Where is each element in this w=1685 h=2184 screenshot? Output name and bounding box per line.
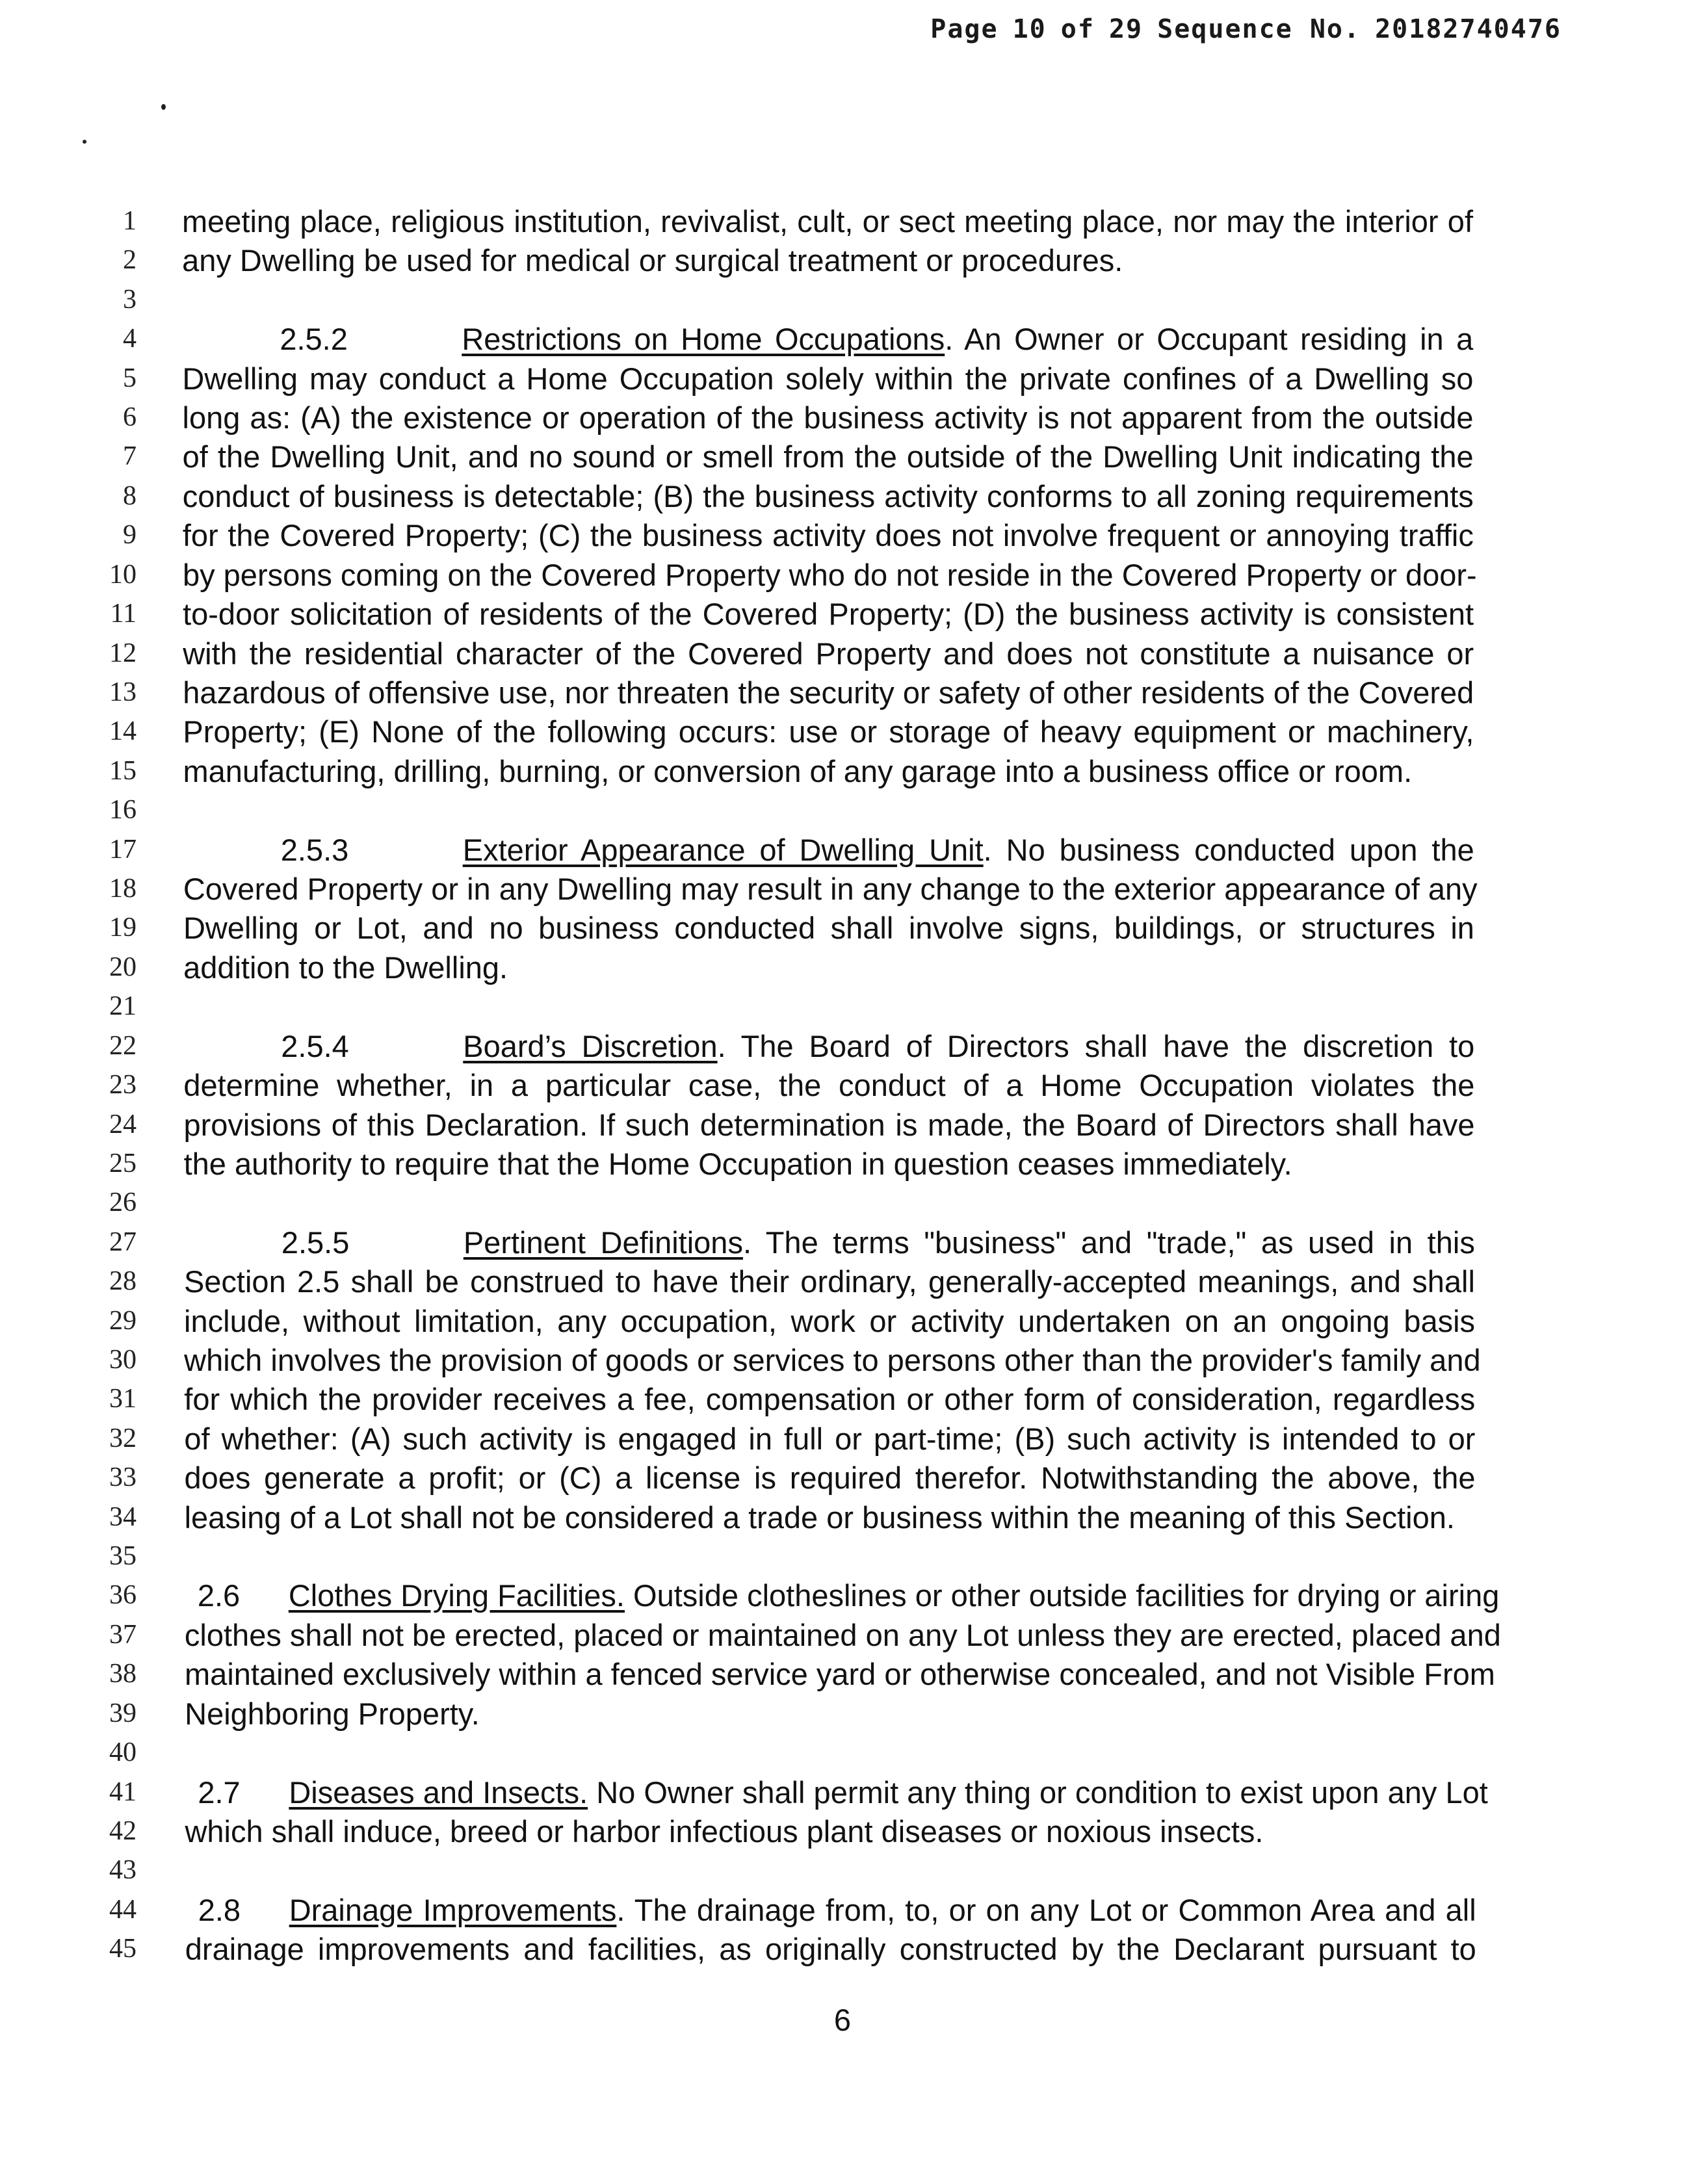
line-number: 40: [109, 1737, 137, 1768]
line-text: any Dwelling be used for medical or surgical treatment or procedures.: [182, 243, 1123, 278]
line-number: 8: [123, 480, 137, 511]
line-number: 29: [109, 1305, 137, 1336]
sequence-label: Sequence No.: [1157, 14, 1361, 44]
document-line: [0, 1026, 1685, 1066]
line-text: [185, 1576, 1500, 1615]
section-text: No Owner shall permit any thing or condition to exist upon any Lot: [588, 1774, 1488, 1810]
document-line: [0, 1654, 1685, 1694]
line-number: 7: [123, 441, 137, 472]
line-number: 9: [123, 520, 137, 551]
document-line: [0, 1065, 1685, 1105]
line-text: [185, 1890, 1476, 1930]
document-line: [0, 1733, 1685, 1773]
document-line: [0, 240, 1685, 280]
line-number: 32: [109, 1423, 137, 1453]
document-line: [0, 437, 1685, 476]
line-text: Neighboring Property.: [185, 1696, 480, 1731]
line-number: 24: [109, 1109, 137, 1139]
page-label: Page: [930, 14, 999, 44]
line-text: [182, 319, 1473, 359]
line-text: of whether: (A) such activity is engaged in full or part-time; (B) such activity is intended to or: [184, 1421, 1476, 1456]
page-footer: [0, 2002, 1685, 2038]
section-number: 2.6: [197, 1578, 241, 1613]
line-number: 27: [109, 1227, 137, 1257]
section-text: . No business conducted upon the: [983, 832, 1474, 867]
document-line: [0, 398, 1685, 437]
document-line: [0, 1340, 1685, 1380]
line-text: clothes shall not be erected, placed or maintained on any Lot unless they are erected, placed and: [184, 1617, 1501, 1652]
line-text: Covered Property or in any Dwelling may result in any change to the exterior appearance of any: [183, 872, 1478, 907]
line-number: 21: [109, 991, 137, 1022]
line-text: long as: (A) the existence or operation of the business activity is not apparent from the outside: [182, 400, 1474, 436]
line-text: determine whether, in a particular case, the conduct of a Home Occupation violates the: [183, 1068, 1475, 1103]
section-text: . The drainage from, to, or on any Lot or Common Area and all: [616, 1892, 1476, 1927]
document-line: [0, 1773, 1685, 1812]
line-text: which involves the provision of goods or services to persons other than the provider's family and: [184, 1342, 1481, 1377]
line-text: meeting place, religious institution, revivalist, cult, or sect meeting place, nor may the interior of: [182, 204, 1473, 239]
line-number: 42: [109, 1815, 137, 1846]
line-number: 14: [109, 716, 137, 747]
line-number: 26: [109, 1188, 137, 1218]
line-text: Dwelling or Lot, and no business conducted shall involve signs, buildings, or structures in: [183, 911, 1474, 946]
document-line: [0, 1144, 1685, 1184]
document-line: [0, 790, 1685, 830]
line-number: 38: [109, 1659, 137, 1689]
line-text: addition to the Dwelling.: [183, 950, 508, 985]
line-text: Section 2.5 shall be construed to have their ordinary, generally-accepted meanings, and shall: [183, 1264, 1475, 1299]
document-line: [0, 751, 1685, 791]
section-number: 2.5.4: [281, 1028, 349, 1063]
document-line: [0, 1262, 1685, 1301]
footer-page-number: 6: [833, 2003, 852, 2037]
line-number: 36: [109, 1580, 137, 1611]
section-number: 2.5.5: [281, 1225, 350, 1260]
section-text: . The Board of Directors shall have the discretion to: [717, 1028, 1475, 1063]
line-number: 6: [123, 402, 137, 433]
line-number: 20: [109, 952, 137, 982]
line-number: 43: [109, 1855, 137, 1886]
document-line: [0, 673, 1685, 712]
document-line: [0, 1929, 1685, 1969]
document-line: [0, 280, 1685, 320]
line-number: 41: [109, 1776, 137, 1807]
section-title: Board’s Discretion: [463, 1028, 718, 1063]
document-line: [0, 1812, 1685, 1851]
line-text: [184, 1223, 1475, 1262]
document-line: [0, 1537, 1685, 1576]
document-line: [0, 869, 1685, 909]
line-number: 34: [109, 1502, 137, 1532]
line-text: the authority to require that the Home Occupation in question ceases immediately.: [183, 1146, 1292, 1181]
document-line: [0, 202, 1685, 241]
section-title: Exterior Appearance of Dwelling Unit: [462, 832, 984, 867]
line-text: maintained exclusively within a fenced service yard or otherwise concealed, and not Visible From: [185, 1657, 1495, 1692]
line-number: 35: [109, 1541, 137, 1572]
line-text: with the residential character of the Covered Property and does not constitute a nuisance or: [183, 636, 1474, 671]
line-number: 2: [123, 245, 137, 276]
document-line: [0, 594, 1685, 634]
document-line: [0, 1301, 1685, 1341]
line-number: 18: [109, 874, 137, 904]
section-text: . The terms "business" and "trade," as used in this: [742, 1225, 1475, 1260]
document-line: [0, 1458, 1685, 1498]
line-text: does generate a profit; or (C) a license is required therefor. Notwithstanding the above, the: [184, 1461, 1476, 1496]
line-text: which shall induce, breed or harbor infectious plant diseases or noxious insects.: [185, 1814, 1264, 1849]
page-total: 29: [1108, 14, 1143, 44]
line-number: 3: [123, 284, 137, 315]
line-number: 10: [109, 559, 137, 590]
line-number: 11: [110, 599, 137, 629]
document-line: [0, 319, 1685, 359]
section-number: 2.8: [198, 1892, 241, 1927]
document-line: [0, 908, 1685, 948]
line-number: 16: [109, 795, 137, 826]
line-text: hazardous of offensive use, nor threaten the security or safety of other residents of the Covered: [183, 675, 1474, 710]
document-line: [0, 1576, 1685, 1615]
line-text: include, without limitation, any occupation, work or activity undertaken on an ongoing basis: [184, 1303, 1476, 1338]
line-number: 37: [109, 1619, 137, 1650]
document-line: [0, 1615, 1685, 1655]
line-number: 1: [123, 206, 137, 236]
document-line: [0, 1498, 1685, 1537]
line-number: 4: [123, 324, 137, 354]
line-text: for the Covered Property; (C) the business activity does not involve frequent or annoying traffic: [182, 518, 1474, 553]
document-line: [0, 555, 1685, 595]
line-number: 44: [109, 1894, 137, 1925]
document-line: [0, 476, 1685, 516]
line-text: drainage improvements and facilities, as originally constructed by the Declarant pursuant to: [185, 1932, 1476, 1967]
section-text: Outside clotheslines or other outside facilities for drying or airing: [624, 1578, 1500, 1613]
line-number: 31: [109, 1384, 137, 1414]
section-title: Drainage Improvements: [289, 1892, 617, 1927]
line-number: 28: [109, 1266, 137, 1297]
line-number: 39: [109, 1698, 137, 1728]
line-number: 23: [109, 1070, 137, 1100]
line-text: for which the provider receives a fee, compensation or other form of consideration, regardless: [184, 1382, 1476, 1417]
line-number: 17: [109, 834, 137, 864]
section-number: 2.5.3: [280, 832, 349, 867]
document-line: [0, 1183, 1685, 1223]
document-line: [0, 1694, 1685, 1734]
document-line: [0, 1851, 1685, 1890]
document-line: [0, 712, 1685, 751]
line-text: manufacturing, drilling, burning, or conversion of any garage into a business office or room.: [183, 753, 1413, 788]
document-line: [0, 948, 1685, 987]
document-line: [0, 515, 1685, 555]
line-text: leasing of a Lot shall not be considered a trade or business within the meaning of this Section.: [184, 1500, 1455, 1535]
line-text: of the Dwelling Unit, and no sound or smell from the outside of the Dwelling Unit indicating the: [182, 439, 1474, 474]
page-of-label: of: [1060, 14, 1095, 44]
document-line: [0, 1223, 1685, 1262]
line-text: provisions of this Declaration. If such determination is made, the Board of Directors shall have: [183, 1107, 1475, 1142]
document-line: [0, 1379, 1685, 1419]
section-number: 2.5.2: [280, 322, 348, 357]
line-text: conduct of business is detectable; (B) the business activity conforms to all zoning requirements: [182, 478, 1474, 514]
line-text: to-door solicitation of residents of the Covered Property; (D) the business activity is consistent: [183, 597, 1474, 632]
document-line: [0, 987, 1685, 1026]
line-number: 45: [109, 1934, 137, 1964]
document-line: [0, 1105, 1685, 1145]
line-text: [183, 830, 1474, 870]
section-title: Diseases and Insects.: [289, 1774, 588, 1810]
section-text: . An Owner or Occupant residing in a: [945, 322, 1474, 357]
section-number: 2.7: [198, 1774, 241, 1810]
line-text: [183, 1026, 1474, 1066]
section-title: Restrictions on Home Occupations: [462, 322, 945, 357]
document-line: [0, 1890, 1685, 1930]
line-number: 19: [109, 913, 137, 943]
line-text: by persons coming on the Covered Property who do not reside in the Covered Property or door-: [182, 557, 1477, 592]
document-line: [0, 634, 1685, 673]
line-number: 13: [109, 677, 137, 707]
line-number: 30: [109, 1344, 137, 1375]
line-number: 33: [109, 1462, 137, 1493]
line-number: 25: [109, 1148, 137, 1178]
line-number: 5: [123, 363, 137, 393]
document-line: [0, 1419, 1685, 1459]
sequence-number: 20182740476: [1375, 14, 1561, 44]
document-line: [0, 359, 1685, 398]
line-number: 12: [109, 638, 137, 668]
line-number: 15: [109, 755, 137, 786]
section-title: Clothes Drying Facilities.: [288, 1578, 625, 1613]
line-text: Property; (E) None of the following occurs: use or storage of heavy equipment or machinery,: [183, 714, 1474, 749]
line-text: [185, 1773, 1488, 1812]
line-text: Dwelling may conduct a Home Occupation solely within the private confines of a Dwelling so: [182, 361, 1474, 396]
section-title: Pertinent Definitions: [463, 1225, 743, 1260]
line-number: 22: [109, 1030, 137, 1061]
page-current: 10: [1012, 14, 1047, 44]
document-line: [0, 830, 1685, 870]
